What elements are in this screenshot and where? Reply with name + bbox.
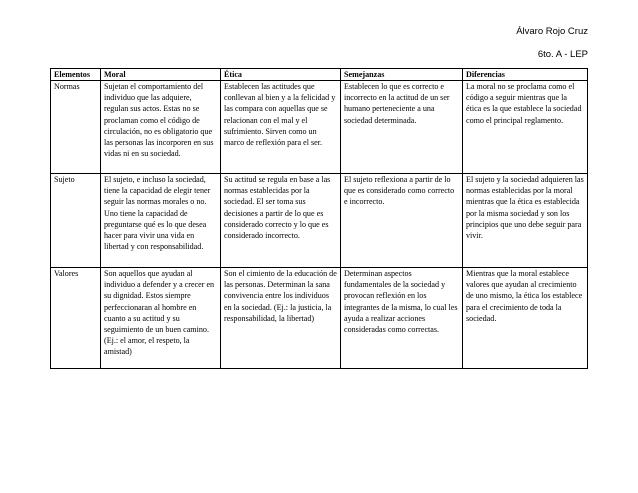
table-row	[51, 174, 588, 268]
row-label-valores: Valores	[51, 268, 101, 369]
cell-moral: Sujetan el comportamiento del individuo que las adquiere, regulan sus actos. Estas no se proclaman como el código de circulación, no es obligatorio que las personas las incorporen en sus vidas ni en su sociedad.	[101, 81, 221, 174]
column-header-moral: Moral	[101, 69, 221, 81]
cell-diferencias: Mientras que la moral establece valores que ayudan al crecimiento de uno mismo, la ética los establece para el crecimiento de toda la sociedad.	[463, 268, 588, 369]
table-header-row	[51, 69, 588, 81]
group-label: 6to. A - LEP	[537, 49, 588, 60]
comparison-table	[50, 68, 588, 369]
column-header-etica: Ética	[221, 69, 341, 81]
column-header-diferencias: Diferencias	[463, 69, 588, 81]
column-header-semejanzas: Semejanzas	[341, 69, 463, 81]
row-label-normas: Normas	[51, 81, 101, 174]
cell-etica: Establecen las actitudes que conllevan al bien y a la felicidad y las compara con aquellas que se relacionan con el mal y el sufrimiento. Sirven como un marco de reflexión para el ser.	[221, 81, 341, 174]
cell-semejanzas: Determinan aspectos fundamentales de la sociedad y provocan reflexión en los integrantes de la misma, lo cual les ayuda a realizar acciones consideradas como correctas.	[341, 268, 463, 369]
cell-diferencias: El sujeto y la sociedad adquieren las normas establecidas por la moral mientras que la ética es establecida por la misma sociedad y son los principios que uno debe seguir para vivir.	[463, 174, 588, 268]
cell-semejanzas: Establecen lo que es correcto e incorrecto en la actitud de un ser humano perteneciente a una sociedad determinada.	[341, 81, 463, 174]
column-header-elementos: Elementos	[51, 69, 101, 81]
cell-diferencias: La moral no se proclama como el código a seguir mientras que la ética es la que establece la sociedad como el principal reglamento.	[463, 81, 588, 174]
table-row	[51, 268, 588, 369]
cell-etica: Su actitud se regula en base a las normas establecidas por la sociedad. El ser toma sus decisiones a partir de lo que es considerado correcto y lo que es considerado incorrecto.	[221, 174, 341, 268]
cell-semejanzas: El sujeto reflexiona a partir de lo que es considerado como correcto e incorrecto.	[341, 174, 463, 268]
cell-moral: El sujeto, e incluso la sociedad, tiene la capacidad de elegir tener seguir las normas morales o no. Uno tiene la capacidad de preguntarse qué es lo que desea hacer para vivir una vida en libertad y con responsabilidad.	[101, 174, 221, 268]
row-label-sujeto: Sujeto	[51, 174, 101, 268]
table-row	[51, 81, 588, 174]
author-name: Álvaro Rojo Cruz	[516, 26, 588, 37]
cell-moral: Son aquellos que ayudan al individuo a defender y a crecer en su dignidad. Estos siempre perfeccionaran al hombre en cuanto a su actitud y su seguimiento de un buen camino. (Ej.: el amor, el respeto, la amistad)	[101, 268, 221, 369]
cell-etica: Son el cimiento de la educación de las personas. Determinan la sana convivencia entre los individuos en la sociedad. (Ej.: la justicia, la responsabilidad, la libertad)	[221, 268, 341, 369]
